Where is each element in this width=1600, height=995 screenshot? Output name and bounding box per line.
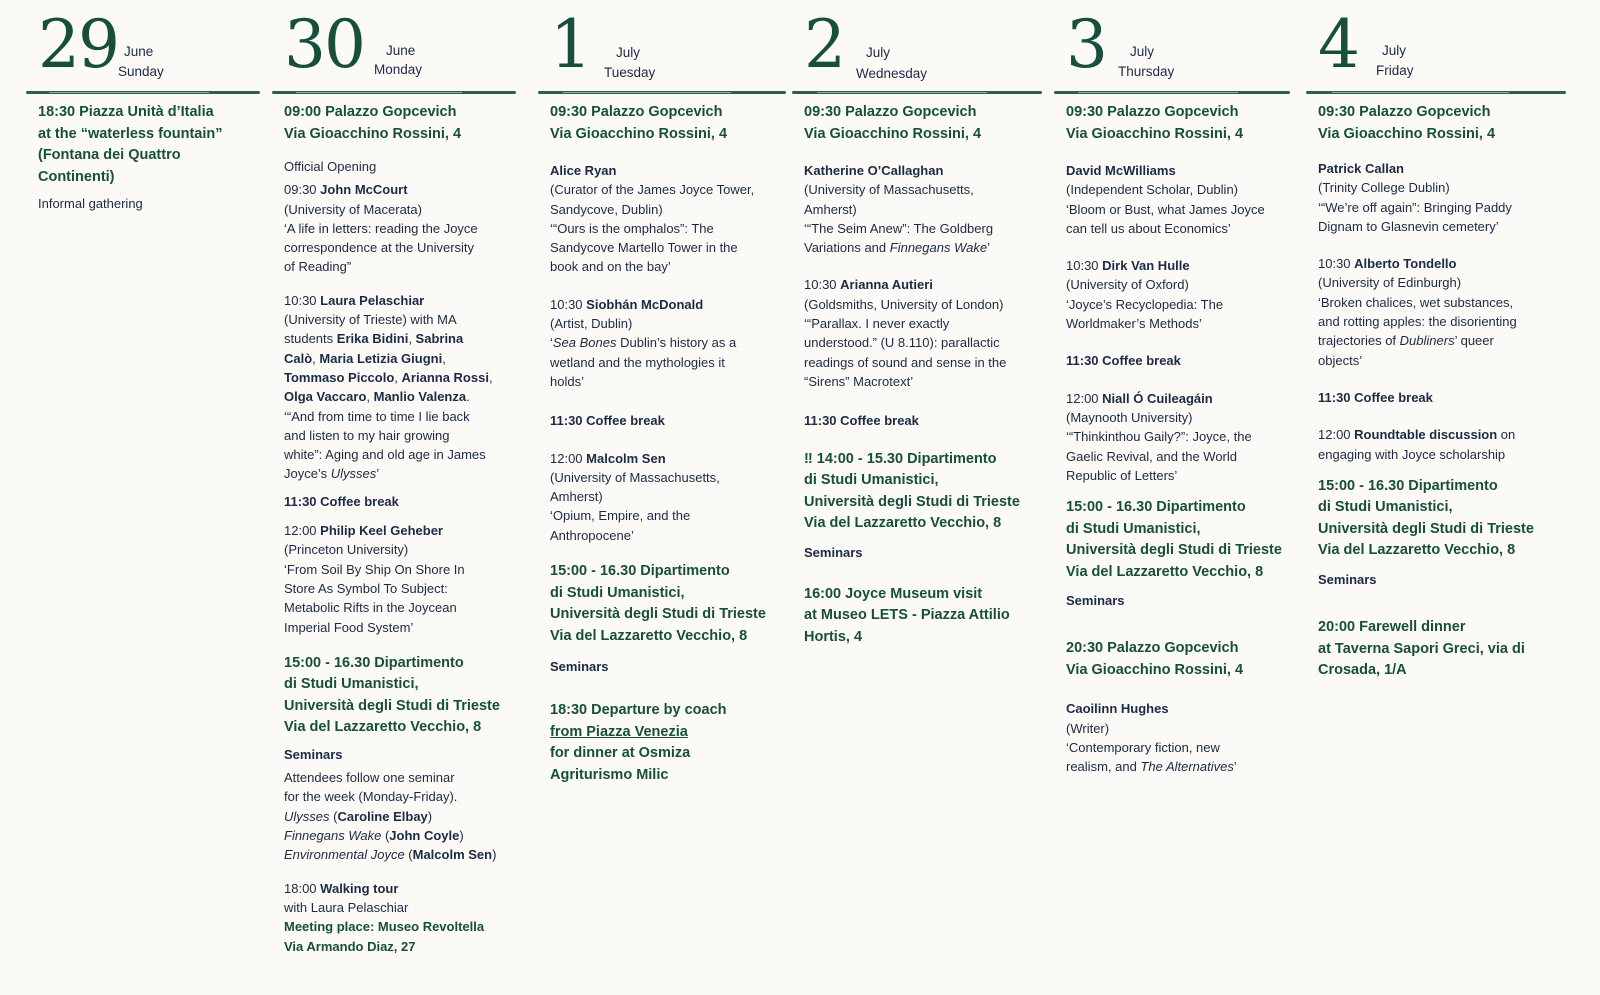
day-weekday: Sunday	[118, 64, 164, 79]
venue-name: Palazzo Gopcevich	[325, 104, 457, 120]
venue-address: Via Gioacchino Rossini, 4	[1066, 125, 1244, 142]
talk-title: Metabolic Rifts in the Joycean	[284, 600, 457, 616]
text: 20:00 Farewell dinner	[1318, 619, 1466, 636]
day-number: 30	[284, 6, 364, 83]
talk: 10:30 Laura Pelaschiar (University of Trieste) with MA students Erika Bidini, Sabrina Calò, Maria Letizia Giugni, Tommaso Piccolo, Arianna Rossi, Olga Vaccaro, Manlio Valenza. ‘“And from time to time I lie back and listen to my hair growing white”: Aging and old age in James Joyce’s Ulysses’	[284, 291, 500, 484]
talk-title: white”: Aging and old age in James	[284, 447, 486, 463]
talk-title: ‘A life in letters: reading the Joyce	[284, 220, 478, 236]
student-name: Tommaso Piccolo	[284, 369, 395, 385]
day-column-30	[272, 0, 516, 954]
speaker-name: Caoilinn Hughes	[1066, 701, 1169, 717]
speaker-affiliation: Amherst)	[804, 201, 857, 217]
work-title: Finnegans Wake	[889, 240, 988, 256]
talk-title: Imperial Food System’	[284, 619, 414, 635]
day-weekday: Thursday	[1118, 64, 1175, 79]
text-line: (Fontana dei Quattro	[38, 147, 181, 163]
day-header	[538, 0, 786, 96]
seminar-venue	[804, 449, 1020, 535]
day-column-1	[538, 0, 786, 783]
speaker-name: Philip Keel Geheber	[320, 523, 443, 539]
day-column-4	[1306, 0, 1566, 679]
day-weekday: Friday	[1376, 63, 1414, 78]
venue-name: Palazzo Gopcevich	[1107, 104, 1239, 120]
time: 10:30	[284, 292, 317, 308]
time: 10:30	[1066, 258, 1099, 274]
departure	[550, 700, 766, 786]
talk-title: ‘Contemporary fiction, new	[1066, 740, 1220, 756]
speaker-name: Alice Ryan	[550, 163, 617, 178]
text: at Museo LETS - Piazza Attilio	[804, 607, 1010, 624]
text: ’ queer	[1454, 333, 1494, 349]
speaker-affiliation: (Curator of the James Joyce Tower,	[550, 182, 755, 198]
time: 12:00	[550, 450, 583, 466]
time: 09:30	[1066, 104, 1104, 120]
talk	[550, 295, 766, 391]
seminar-list: Attendees follow one seminar for the week (Monday-Friday). Ulysses (Caroline Elbay) Finnegans Wake (John Coyle) Environmental Joyce (Malcolm Sen)	[284, 768, 500, 864]
coffee-break: 11:30 Coffee break	[1066, 353, 1181, 369]
coffee-break: 11:30 Coffee break	[804, 413, 919, 429]
speaker-affiliation: (University of Macerata)	[284, 201, 422, 217]
text: Dipartimento	[1156, 499, 1246, 516]
speaker-affiliation: (Goldsmiths, University of London)	[804, 296, 1004, 312]
talk-title: wetland and the mythologies it	[550, 354, 725, 370]
talk	[1066, 256, 1282, 333]
roundtable	[1318, 425, 1534, 464]
event-note: Informal gathering	[38, 196, 143, 211]
venue-address: Via Gioacchino Rossini, 4	[284, 125, 462, 142]
venue-address: Via Gioacchino Rossini, 4	[1066, 661, 1244, 678]
time: 15:00 - 16.30	[550, 563, 637, 580]
speaker-name: Malcolm Sen	[586, 450, 666, 466]
text: ‘	[550, 335, 553, 351]
talk-title: understood.” (U 8.110): parallactic	[804, 335, 1000, 351]
venue-name: Palazzo Gopcevich	[1359, 104, 1491, 120]
coffee-break: 11:30 Coffee break	[550, 413, 665, 429]
opening-label: Official Opening	[284, 159, 377, 174]
speaker-name: Dirk Van Hulle	[1102, 258, 1190, 274]
text: with Laura Pelaschiar	[284, 899, 409, 915]
talk-title: ‘“We’re off again”: Bringing Paddy	[1318, 199, 1512, 215]
seminar-venue	[1066, 497, 1282, 583]
text: Via del Lazzaretto Vecchio, 8	[1318, 542, 1516, 559]
work-title: Finnegans Wake	[284, 828, 382, 844]
talk	[1066, 161, 1282, 238]
day-header	[26, 0, 260, 96]
text: Dipartimento	[640, 563, 730, 580]
day-header	[1054, 0, 1290, 96]
text: 20:30 Palazzo Gopcevich	[1066, 640, 1239, 657]
day-number: 3	[1066, 6, 1106, 83]
day-events	[550, 102, 766, 786]
time: 18:00	[284, 880, 317, 896]
venue-heading	[804, 102, 1020, 145]
day-month: July	[1382, 43, 1407, 58]
seminars-label: Seminars	[804, 544, 863, 560]
day-number: 1	[550, 6, 590, 83]
talk	[1066, 699, 1282, 776]
walking-tour	[284, 879, 500, 956]
talk-title: ‘From Soil By Ship On Shore In	[284, 561, 465, 577]
leader-name: John Coyle	[389, 828, 460, 844]
time: 12:00	[284, 523, 317, 539]
time: 10:30	[1318, 256, 1351, 272]
event-heading	[38, 102, 223, 188]
event-name: Roundtable discussion	[1354, 427, 1498, 443]
text: Via del Lazzaretto Vecchio, 8	[550, 627, 748, 644]
seminars-label: Seminars	[1066, 593, 1125, 609]
text: Dipartimento	[1408, 477, 1498, 494]
time: 09:30	[550, 104, 588, 120]
talk-title: Dignam to Glasnevin cemetery’	[1318, 218, 1499, 234]
text: di Studi Umanistici,	[1066, 520, 1201, 537]
text: Dipartimento	[374, 654, 464, 671]
work-title: Dubliners	[1399, 333, 1455, 349]
venue-heading	[550, 102, 766, 145]
talk-title: ‘“Ours is the omphalos”: The	[550, 220, 714, 236]
talk	[804, 275, 1020, 391]
speaker-name: Katherine O’Callaghan	[804, 163, 944, 178]
speaker-affiliation: (Maynooth University)	[1066, 409, 1193, 425]
day-column-3	[1054, 0, 1290, 775]
time: 09:00	[284, 104, 322, 120]
venue-address: Via Gioacchino Rossini, 4	[1318, 125, 1496, 142]
seminars-label: Seminars	[284, 746, 343, 762]
talk-title: of Reading”	[284, 259, 352, 275]
day-weekday: Wednesday	[856, 66, 928, 81]
day-number: 29	[38, 6, 118, 83]
talk	[1318, 159, 1534, 236]
talk-title: readings of sound and sense in the	[804, 354, 1007, 370]
text: trajectories of	[1318, 333, 1400, 349]
day-header	[792, 0, 1042, 96]
time: 15:00 - 16.30	[1318, 477, 1405, 494]
coffee-break: 11:30 Coffee break	[284, 493, 399, 509]
text: di Studi Umanistici,	[550, 584, 685, 601]
text: ‼ 14:00 - 15.30 Dipartimento	[804, 450, 997, 467]
speaker-name: Laura Pelaschiar	[320, 292, 425, 308]
text: Joyce’s	[284, 466, 331, 482]
text-line: at the “waterless fountain”	[38, 125, 223, 142]
header-rule	[1306, 91, 1566, 94]
day-month: July	[616, 45, 641, 60]
talk	[1066, 389, 1282, 485]
day-column-29	[26, 0, 260, 211]
text: Variations and	[804, 240, 890, 256]
speaker-affiliation: (Writer)	[1066, 720, 1110, 736]
header-rule	[1054, 91, 1290, 94]
talk-title: holds’	[550, 373, 584, 389]
text: Università degli Studi di Trieste	[1318, 520, 1534, 537]
talk-title: ‘“The Seim Anew”: The Goldberg	[804, 220, 994, 236]
text: Via del Lazzaretto Vecchio, 8	[284, 719, 482, 736]
talk-title: ‘“Thinkinthou Gaily?”: Joyce, the	[1066, 429, 1252, 445]
text: Hortis, 4	[804, 628, 863, 645]
time: 12:00	[1066, 390, 1099, 406]
speaker-affiliation: (University of Massachusetts,	[550, 469, 720, 485]
text: Università degli Studi di Trieste	[804, 493, 1020, 510]
student-name: Erika Bidini	[336, 331, 409, 347]
meeting-place: Meeting place: Museo Revoltella	[284, 919, 485, 935]
speaker-affiliation: (Princeton University)	[284, 542, 409, 558]
text: at Taverna Sapori Greci, via di	[1318, 640, 1525, 657]
museum-visit	[804, 584, 1020, 649]
speaker-name: Arianna Autieri	[840, 277, 933, 293]
speaker-affiliation: Sandycove, Dublin)	[550, 201, 663, 217]
departure-link[interactable]: from Piazza Venezia	[550, 723, 688, 740]
work-title: Ulysses	[284, 808, 330, 824]
speaker-affiliation: (University of Trieste) with MA	[284, 312, 457, 328]
speaker-affiliation: (University of Massachusetts,	[804, 182, 974, 198]
speaker-affiliation: (Artist, Dublin)	[550, 316, 633, 332]
text-line: 18:30 Piazza Unità d’Italia	[38, 104, 214, 120]
talk	[550, 161, 766, 277]
day-events	[1318, 102, 1534, 682]
talk-title: ‘Bloom or Bust, what James Joyce	[1066, 201, 1265, 217]
day-month: June	[124, 44, 154, 59]
work-title: Ulysses	[330, 466, 377, 482]
header-rule	[26, 91, 260, 94]
text: Agriturismo Milic	[550, 766, 669, 783]
time: 09:30	[804, 104, 842, 120]
day-month: July	[1130, 44, 1155, 59]
talk	[284, 521, 500, 637]
speaker-name: Alberto Tondello	[1354, 256, 1457, 272]
day-events	[38, 102, 223, 213]
seminars-label: Seminars	[1318, 571, 1377, 587]
venue-heading	[284, 102, 500, 145]
speaker-affiliation: (University of Edinburgh)	[1318, 275, 1462, 291]
event-name: Walking tour	[320, 880, 399, 896]
time: 09:30	[1318, 104, 1356, 120]
day-number: 4	[1318, 6, 1358, 83]
text: Via del Lazzaretto Vecchio, 8	[804, 515, 1002, 532]
time: 10:30	[804, 277, 837, 293]
time: 12:00	[1318, 427, 1351, 443]
time: 09:30	[284, 182, 317, 198]
talk-title: ‘Joyce’s Recyclopedia: The	[1066, 296, 1224, 312]
student-name: Manlio Valenza	[373, 389, 467, 405]
venue-heading	[1318, 102, 1534, 145]
speaker-name: Niall Ó Cuileagáin	[1102, 390, 1213, 406]
talk	[804, 161, 1020, 257]
talk	[284, 180, 500, 276]
day-events	[1066, 102, 1282, 777]
student-name: Sabrina	[415, 331, 464, 347]
speaker-affiliation: Amherst)	[550, 489, 603, 505]
farewell-dinner	[1318, 617, 1534, 682]
day-events	[804, 102, 1020, 648]
talk-title: and listen to my hair growing	[284, 427, 450, 443]
seminars-label: Seminars	[550, 659, 609, 675]
venue-name: Palazzo Gopcevich	[845, 104, 977, 120]
text: 16:00 Joyce Museum visit	[804, 585, 983, 602]
venue-address: Via Gioacchino Rossini, 4	[550, 125, 728, 142]
text: di Studi Umanistici,	[1318, 499, 1453, 516]
talk	[1318, 254, 1534, 370]
text: engaging with Joyce scholarship	[1318, 446, 1506, 462]
day-events	[284, 102, 500, 956]
student-name: Maria Letizia Giugni	[319, 350, 443, 366]
text: 18:30 Departure by coach	[550, 702, 727, 719]
talk-title: Gaelic Revival, and the World	[1066, 448, 1238, 464]
day-header	[1306, 0, 1566, 96]
text: Dublin’s history as a	[616, 335, 737, 351]
header-rule	[538, 91, 786, 94]
student-name: Calò	[284, 350, 313, 366]
day-month: June	[386, 43, 416, 58]
day-month: July	[866, 45, 891, 60]
speaker-name: David McWilliams	[1066, 163, 1176, 178]
evening-venue	[1066, 638, 1282, 681]
work-title: The Alternatives	[1140, 759, 1234, 775]
time: 10:30	[550, 296, 583, 312]
talk-title: ‘“Parallax. I never exactly	[804, 316, 950, 332]
talk-title: objects’	[1318, 352, 1363, 368]
text: di Studi Umanistici,	[284, 676, 419, 693]
talk-title: book and on the bay’	[550, 259, 671, 275]
speaker-affiliation: (Trinity College Dublin)	[1318, 180, 1450, 196]
text: on	[1497, 427, 1516, 443]
text: Via del Lazzaretto Vecchio, 8	[1066, 563, 1264, 580]
talk-title: Republic of Letters’	[1066, 467, 1178, 483]
seminar-venue	[550, 561, 766, 647]
text: Università degli Studi di Trieste	[284, 697, 500, 714]
time: 15:00 - 16.30	[284, 654, 371, 671]
talk-title: ‘“And from time to time I lie back	[284, 408, 470, 424]
venue-address: Via Gioacchino Rossini, 4	[804, 125, 982, 142]
speaker-name: John McCourt	[320, 182, 408, 198]
leader-name: Malcolm Sen	[412, 847, 493, 863]
text-line: Continenti)	[38, 168, 115, 185]
talk-title: correspondence at the University	[284, 240, 475, 256]
speaker-name: Siobhán McDonald	[586, 296, 704, 312]
talk-title: Worldmaker’s Methods’	[1066, 316, 1202, 332]
time: 15:00 - 16.30	[1066, 499, 1153, 516]
text: ’	[987, 240, 990, 256]
day-weekday: Monday	[374, 62, 423, 77]
talk-title: Anthropocene’	[550, 527, 634, 543]
day-header	[272, 0, 516, 96]
text: Università degli Studi di Trieste	[1066, 542, 1282, 559]
talk	[550, 449, 766, 545]
talk-title: Sandycove Martello Tower in the	[550, 240, 738, 256]
day-weekday: Tuesday	[604, 65, 656, 80]
talk-title: Store As Symbol To Subject:	[284, 580, 448, 596]
speaker-affiliation: (Independent Scholar, Dublin)	[1066, 182, 1239, 198]
meeting-address: Via Armando Diaz, 27	[284, 938, 416, 954]
speaker-name: Patrick Callan	[1318, 161, 1404, 176]
text: for the week (Monday-Friday).	[284, 789, 458, 805]
talk-title: “Sirens” Macrotext’	[804, 373, 914, 389]
seminar-venue	[1318, 476, 1534, 562]
speaker-affiliation: (University of Oxford)	[1066, 277, 1189, 293]
header-rule	[792, 91, 1042, 94]
seminar-venue	[284, 653, 500, 739]
text: for dinner at Osmiza	[550, 745, 691, 762]
leader-name: Caroline Elbay	[337, 808, 428, 824]
coffee-break: 11:30 Coffee break	[1318, 389, 1433, 405]
talk-title: ‘Broken chalices, wet substances,	[1318, 294, 1514, 310]
talk-title: and rotting apples: the disorienting	[1318, 314, 1517, 330]
text: students	[284, 331, 334, 347]
talk-title: ‘Opium, Empire, and the	[550, 508, 691, 524]
text: ’	[1233, 759, 1237, 775]
student-name: Arianna Rossi	[401, 369, 489, 385]
venue-name: Palazzo Gopcevich	[591, 104, 723, 120]
student-name: Olga Vaccaro	[284, 389, 367, 405]
day-number: 2	[804, 6, 844, 83]
header-rule	[272, 91, 516, 94]
text: di Studi Umanistici,	[804, 472, 939, 489]
day-column-2	[792, 0, 1042, 645]
venue-heading	[1066, 102, 1282, 145]
text: ’	[376, 466, 380, 482]
text: Università degli Studi di Trieste	[550, 606, 766, 623]
text: Crosada, 1/A	[1318, 662, 1407, 679]
text: realism, and	[1066, 759, 1141, 775]
work-title: Environmental Joyce	[284, 847, 405, 863]
talk-title: can tell us about Economics’	[1066, 220, 1231, 236]
work-title: Sea Bones	[552, 335, 617, 351]
text: Attendees follow one seminar	[284, 770, 455, 786]
